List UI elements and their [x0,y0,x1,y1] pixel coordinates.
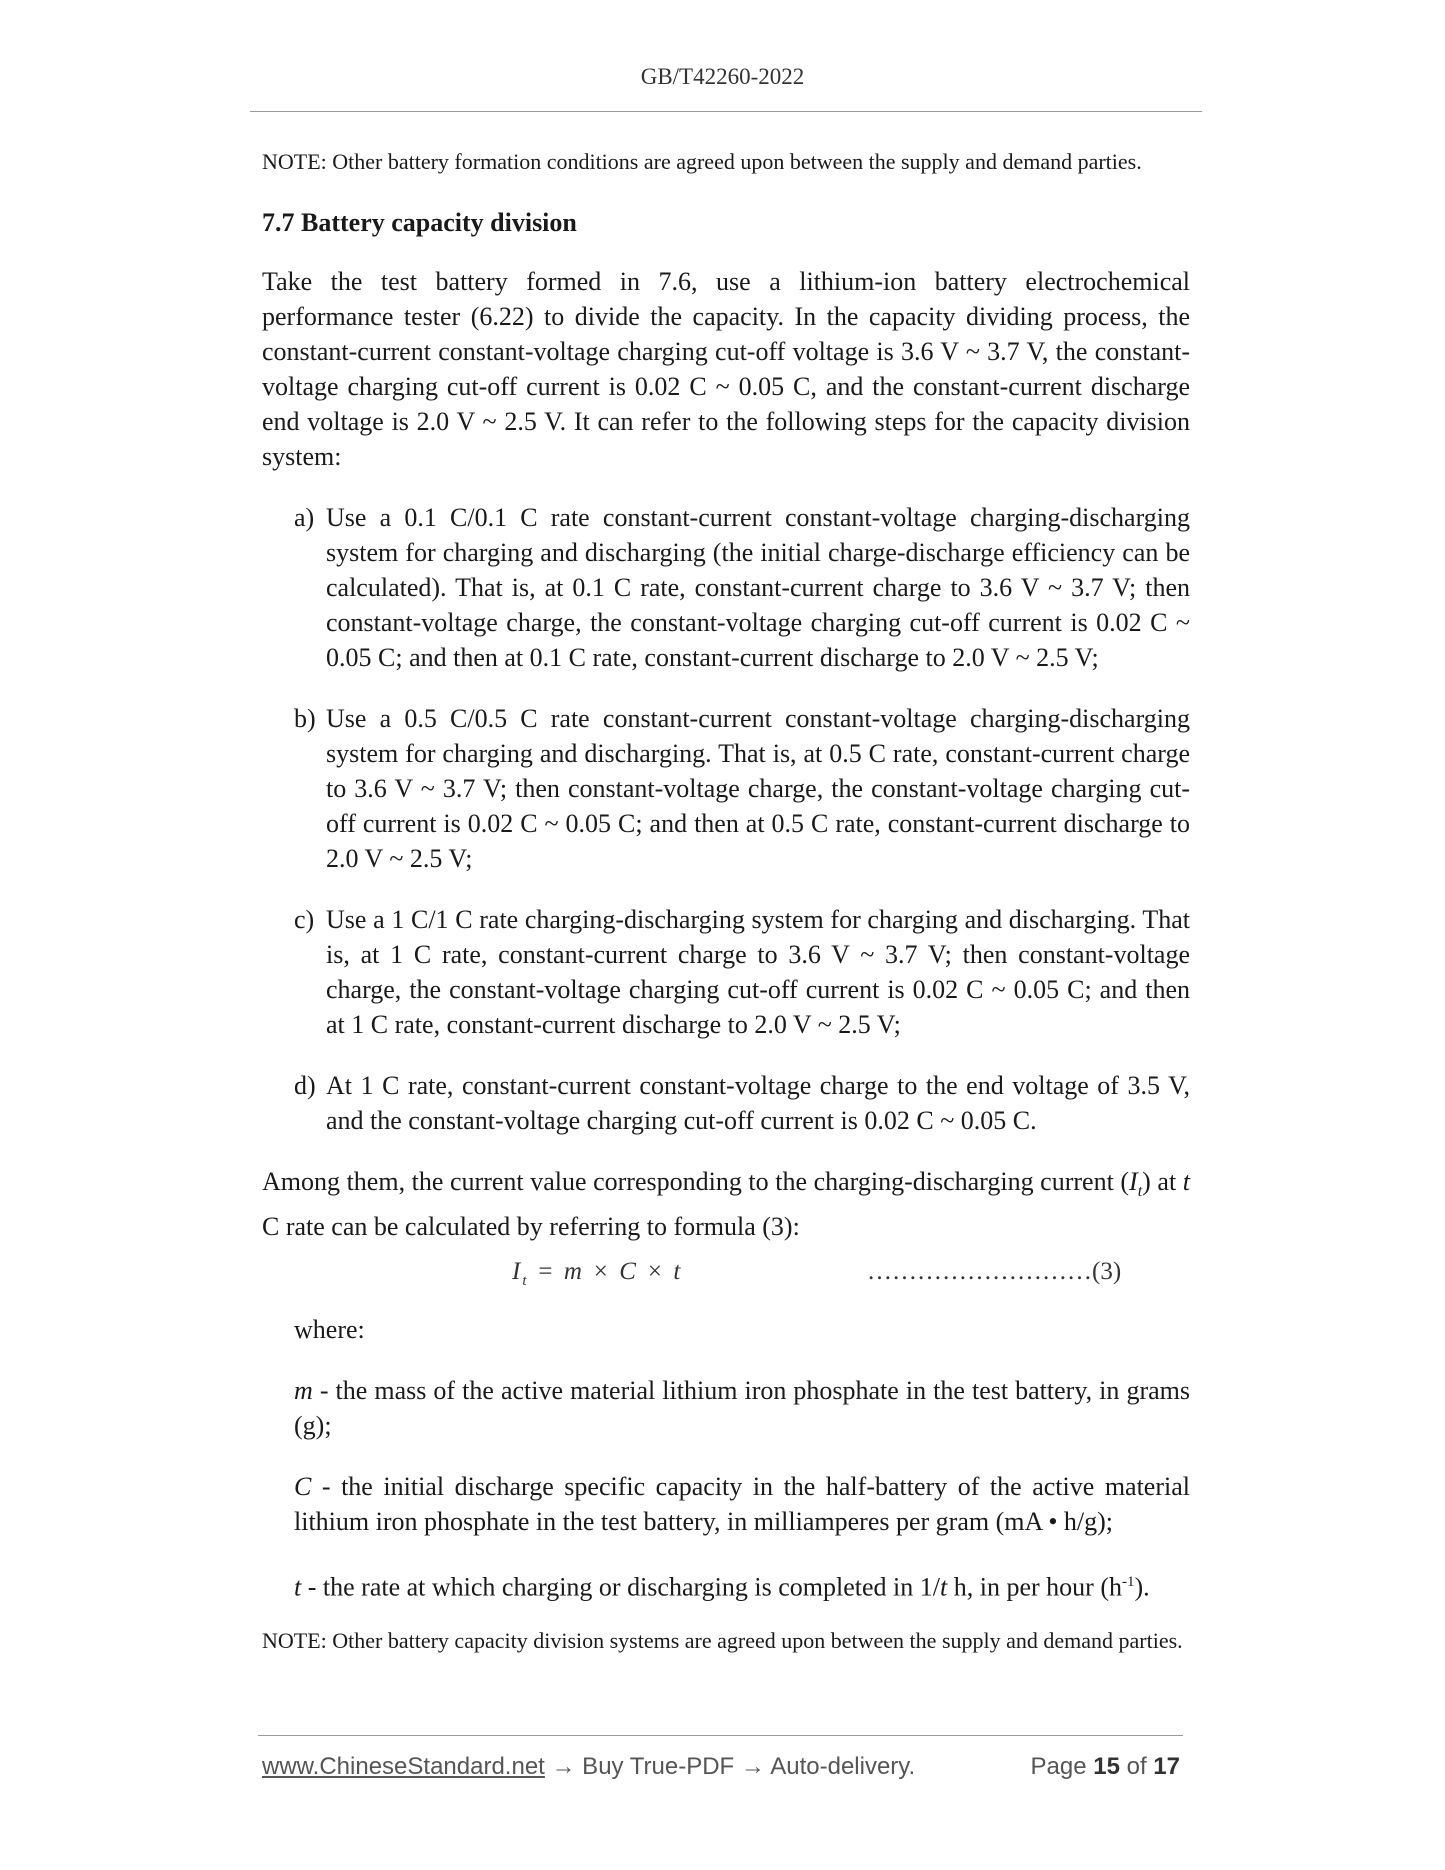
formula-expression: $I_t = m \times C \times t$ [512,1258,683,1290]
variable-m: m - the mass of the active material lithium iron phosphate in the test battery, in grams (g); [294,1376,1190,1441]
page-content [262,144,1190,1659]
variable-t: t - the rate at which charging or discharging is completed in 1/t h, in per hour $(h^{-1})$. [294,1572,1150,1602]
formula-3 [262,1256,1190,1296]
footer-divider [258,1735,1183,1736]
list-item-b [294,701,1190,876]
footer-promo-text: → Buy True-PDF → Auto-delivery. [544,1753,916,1780]
list-item-label: c) [294,905,315,934]
formula-number: ………………………(3) [867,1258,1122,1286]
where-label: where: [294,1315,365,1345]
list-item-label: b) [294,704,316,733]
list-item-c [294,902,1190,1042]
list-item-d [294,1068,1190,1138]
list-item-label: a) [294,503,315,532]
formula-intro-paragraph: Among them, the current value corresponding to the charging-discharging current $(I_t)$ at t C rate can be calculated by referring to formula (3): [262,1167,1191,1242]
variable-c: C - the initial discharge specific capacity in the half-battery of the active material lithium iron phosphate in the test battery, in milliamperes per gram (mA • h/g); [294,1472,1190,1537]
list-item-a [294,500,1190,675]
section-heading: 7.7 Battery capacity division [262,208,577,237]
list-item-text: At 1 C rate, constant-current constant-voltage charge to the end voltage of 3.5 V, and the constant-voltage charging cut-off current is 0.02 C ~ 0.05 C. [326,1071,1190,1135]
list-item-text: Use a 1 C/1 C rate charging-discharging system for charging and discharging. That is, at 1 C rate, constant-current charge to 3.6 V ~ 3.7 V; then constant-voltage charge, the constant-voltage charging cut-off current is 0.02 C ~ 0.05 C; and then at 1 C rate, constant-current discharge to 2.0 V ~ 2.5 V; [326,905,1190,1039]
page-indicator: Page 15 of 17 [1030,1753,1180,1780]
note-formation: NOTE: Other battery formation conditions are agreed upon between the supply and demand parties. [262,149,1142,174]
footer-promo [262,1753,915,1781]
list-item-text: Use a 0.5 C/0.5 C rate constant-current constant-voltage charging-discharging system for charging and discharging. That is, at 0.5 C rate, constant-current charge to 3.6 V ~ 3.7 V; then constant-voltage charge, the constant-voltage charging cut-off current is 0.02 C ~ 0.05 C; and then at 0.5 C rate, constant-current discharge to 2.0 V ~ 2.5 V; [326,704,1190,873]
note-capacity-division: NOTE: Other battery capacity division systems are agreed upon between the supply and demand parties. [262,1627,1183,1653]
list-item-text: Use a 0.1 C/0.1 C rate constant-current constant-voltage charging-discharging system for charging and discharging (the initial charge-discharge efficiency can be calculated). That is, at 0.1 C rate, constant-current charge to 3.6 V ~ 3.7 V; then constant-voltage charge, the constant-voltage charging cut-off current is 0.02 C ~ 0.05 C; and then at 0.1 C rate, constant-current discharge to 2.0 V ~ 2.5 V; [326,503,1190,672]
intro-paragraph: Take the test battery formed in 7.6, use a lithium-ion battery electrochemical performance tester (6.22) to divide the capacity. In the capacity dividing process, the constant-current constant-voltage charging cut-off voltage is 3.6 V ~ 3.7 V, the constant-voltage charging cut-off current is 0.02 C ~ 0.05 C, and the constant-current discharge end voltage is 2.0 V ~ 2.5 V. It can refer to the following steps for the capacity division system: [262,267,1190,471]
steps-list [262,500,1190,1138]
page-footer [262,1753,1180,1787]
header-divider [250,111,1202,112]
list-item-label: d) [294,1071,316,1100]
page-header-title: GB/T42260-2022 [640,64,805,89]
current-page: 15 [1093,1753,1120,1780]
site-link[interactable]: www.ChineseStandard.net [262,1753,545,1780]
total-pages: 17 [1153,1753,1180,1780]
